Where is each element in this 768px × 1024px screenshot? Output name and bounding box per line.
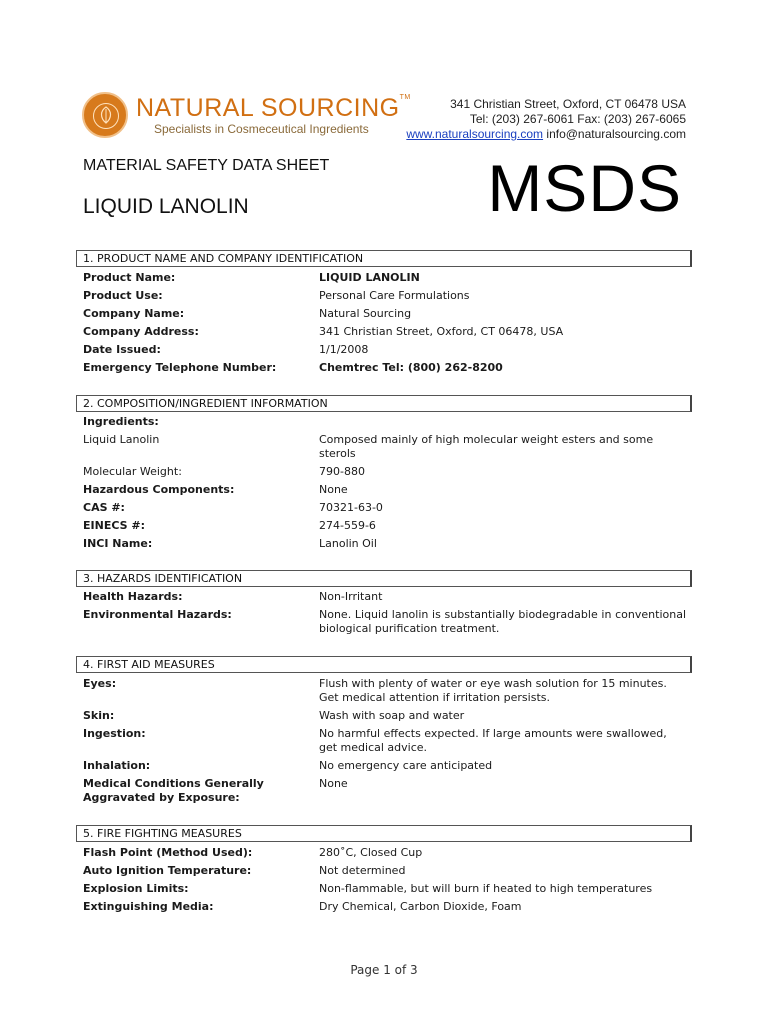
row-date-issued [76,343,692,361]
row-label: Eyes: [83,677,117,690]
row-value: LIQUID LANOLIN [319,271,420,284]
row-label: Hazardous Components: [83,483,235,496]
row-label: Environmental Hazards: [83,608,232,621]
row-health-hazards [76,590,692,608]
company-phones: Tel: (203) 267-6061 Fax: (203) 267-6065 [469,112,686,126]
row-label: Molecular Weight: [83,465,182,478]
section-heading: 1. PRODUCT NAME AND COMPANY IDENTIFICATION [76,250,692,267]
section-hazards [76,570,692,640]
row-value: None [319,777,348,790]
company-address: 341 Christian Street, Oxford, CT 06478 USA [450,97,686,111]
row-label: Flash Point (Method Used): [83,846,253,859]
product-title: LIQUID LANOLIN [83,195,249,218]
row-value: Lanolin Oil [319,537,377,550]
logo-wordmark: NATURAL SOURCING™ [136,94,411,122]
row-molecular-weight [76,465,692,483]
row-skin [76,709,692,727]
row-value: 70321-63-0 [319,501,383,514]
row-hazardous-components [76,483,692,501]
row-label: Health Hazards: [83,590,183,603]
logo-tagline: Specialists in Cosmeceutical Ingredients [154,122,369,136]
section-fire-fighting [76,825,692,918]
row-value: Chemtrec Tel: (800) 262-8200 [319,361,503,374]
row-value: Natural Sourcing [319,307,412,320]
row-company-address [76,325,692,343]
company-logo [82,92,411,142]
row-label: Ingestion: [83,727,146,740]
row-label: Extinguishing Media: [83,900,214,913]
row-value: 280˚C, Closed Cup [319,846,423,859]
logo-seal-icon [82,92,128,138]
row-label: Product Name: [83,271,176,284]
row-label: Medical Conditions Generally Aggravated by Exposure: [83,777,264,804]
row-eyes [76,677,692,709]
section-product-identification [76,250,692,379]
row-label: Company Address: [83,325,199,338]
row-value: 790-880 [319,465,365,478]
row-value: None. Liquid lanolin is substantially biodegradable in conventional biological purification treatment. [319,608,686,635]
row-label: Ingredients: [83,415,159,428]
document-title: MATERIAL SAFETY DATA SHEET [83,157,330,174]
row-ingredients [76,415,692,433]
row-label: INCI Name: [83,537,153,550]
row-label: Company Name: [83,307,185,320]
row-label: Skin: [83,709,115,722]
row-label: EINECS #: [83,519,145,532]
email-address: info@naturalsourcing.com [546,127,686,141]
row-value: Composed mainly of high molecular weight esters and some sterols [319,433,654,460]
row-value: Not determined [319,864,406,877]
row-value: Dry Chemical, Carbon Dioxide, Foam [319,900,522,913]
row-ingestion [76,727,692,759]
row-value: Non-flammable, but will burn if heated to high temperatures [319,882,653,895]
row-label: Product Use: [83,289,163,302]
row-product-use [76,289,692,307]
row-label: Date Issued: [83,343,161,356]
row-medical-conditions [76,777,692,809]
row-value: Wash with soap and water [319,709,465,722]
section-heading: 3. HAZARDS IDENTIFICATION [76,570,692,587]
row-value: 1/1/2008 [319,343,369,356]
row-label: Liquid Lanolin [83,433,160,446]
row-value: Non-Irritant [319,590,383,603]
row-label: Emergency Telephone Number: [83,361,277,374]
row-product-name [76,271,692,289]
row-value: None [319,483,348,496]
section-heading: 4. FIRST AID MEASURES [76,656,692,673]
row-cas-number [76,501,692,519]
row-liquid-lanolin [76,433,692,465]
row-label: Explosion Limits: [83,882,189,895]
row-company-name [76,307,692,325]
row-auto-ignition [76,864,692,882]
row-value: No harmful effects expected. If large amounts were swallowed, get medical advice. [319,727,667,754]
row-value: 341 Christian Street, Oxford, CT 06478, USA [319,325,564,338]
company-web-email [406,127,686,142]
page-number: Page 1 of 3 [350,963,418,977]
logo-trademark: TM [399,94,411,101]
row-inhalation [76,759,692,777]
section-heading: 5. FIRE FIGHTING MEASURES [76,825,692,842]
row-extinguishing-media [76,900,692,918]
row-value: Flush with plenty of water or eye wash solution for 15 minutes. Get medical attention if irritation persists. [319,677,667,704]
row-value: Personal Care Formulations [319,289,470,302]
row-environmental-hazards [76,608,692,640]
row-label: Auto Ignition Temperature: [83,864,252,877]
section-heading: 2. COMPOSITION/INGREDIENT INFORMATION [76,395,692,412]
company-contact [406,97,686,142]
row-inci-name [76,537,692,555]
section-composition [76,395,692,555]
row-value: No emergency care anticipated [319,759,493,772]
row-label: CAS #: [83,501,125,514]
leaf-icon [98,106,114,124]
row-emergency-phone [76,361,692,379]
row-label: Inhalation: [83,759,151,772]
row-einecs-number [76,519,692,537]
section-first-aid [76,656,692,809]
msds-label: MSDS [487,151,682,225]
website-link[interactable]: www.naturalsourcing.com [406,127,544,141]
row-flash-point [76,846,692,864]
row-value: 274-559-6 [319,519,376,532]
row-explosion-limits [76,882,692,900]
